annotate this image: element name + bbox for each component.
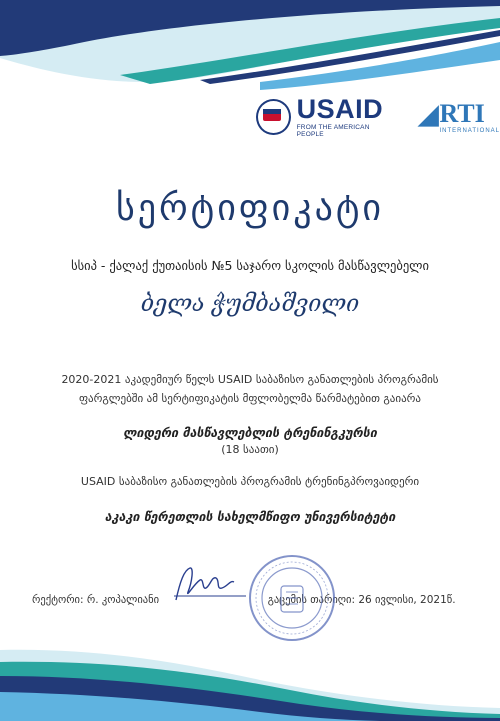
rti-logo xyxy=(418,98,500,134)
rti-subtitle: INTERNATIONAL xyxy=(439,127,500,134)
rector-signature xyxy=(170,562,250,607)
body-line-1: 2020-2021 აკადემიურ წელს USAID საბაზისო განათლების პროგრამის xyxy=(61,373,439,386)
course-title: ლიდერი მასწავლებლის ტრენინგკურსი xyxy=(123,425,377,440)
rti-wordmark: RTI xyxy=(439,98,485,128)
usaid-tagline: FROM THE AMERICAN PEOPLE xyxy=(296,124,370,138)
usaid-seal-icon xyxy=(256,99,291,135)
sponsor-logos xyxy=(256,96,500,138)
usaid-logo xyxy=(297,96,395,138)
issuer-line: სსიპ - ქალაქ ქუთაისის №5 საჯარო სკოლის მასწავლებელი xyxy=(71,258,429,273)
usaid-wordmark: USAID xyxy=(296,94,384,124)
issue-date: გაცემის თარიღი: 26 ივლისი, 2021წ. xyxy=(267,594,456,606)
university-stamp xyxy=(246,552,338,644)
provider-name: აკაკი წერეთლის სახელმწიფო უნივერსიტეტი xyxy=(104,509,396,524)
course-hours: (18 საათი) xyxy=(221,443,279,456)
certificate-title: სერტიფიკატი xyxy=(115,188,385,229)
rector-label: რექტორი: რ. კოპალიანი xyxy=(32,594,160,606)
recipient-name: ბელა ჭუმბაშვილი xyxy=(140,291,360,317)
rti-mark-icon: ◢ xyxy=(418,98,439,129)
provider-label: USAID საბაზისო განათლების პროგრამის ტრენინგპროვაიდერი xyxy=(80,475,420,488)
body-line-2: ფარგლებში ამ სერტიფიკატის მფლობელმა წარმატებით გაიარა xyxy=(78,392,422,405)
